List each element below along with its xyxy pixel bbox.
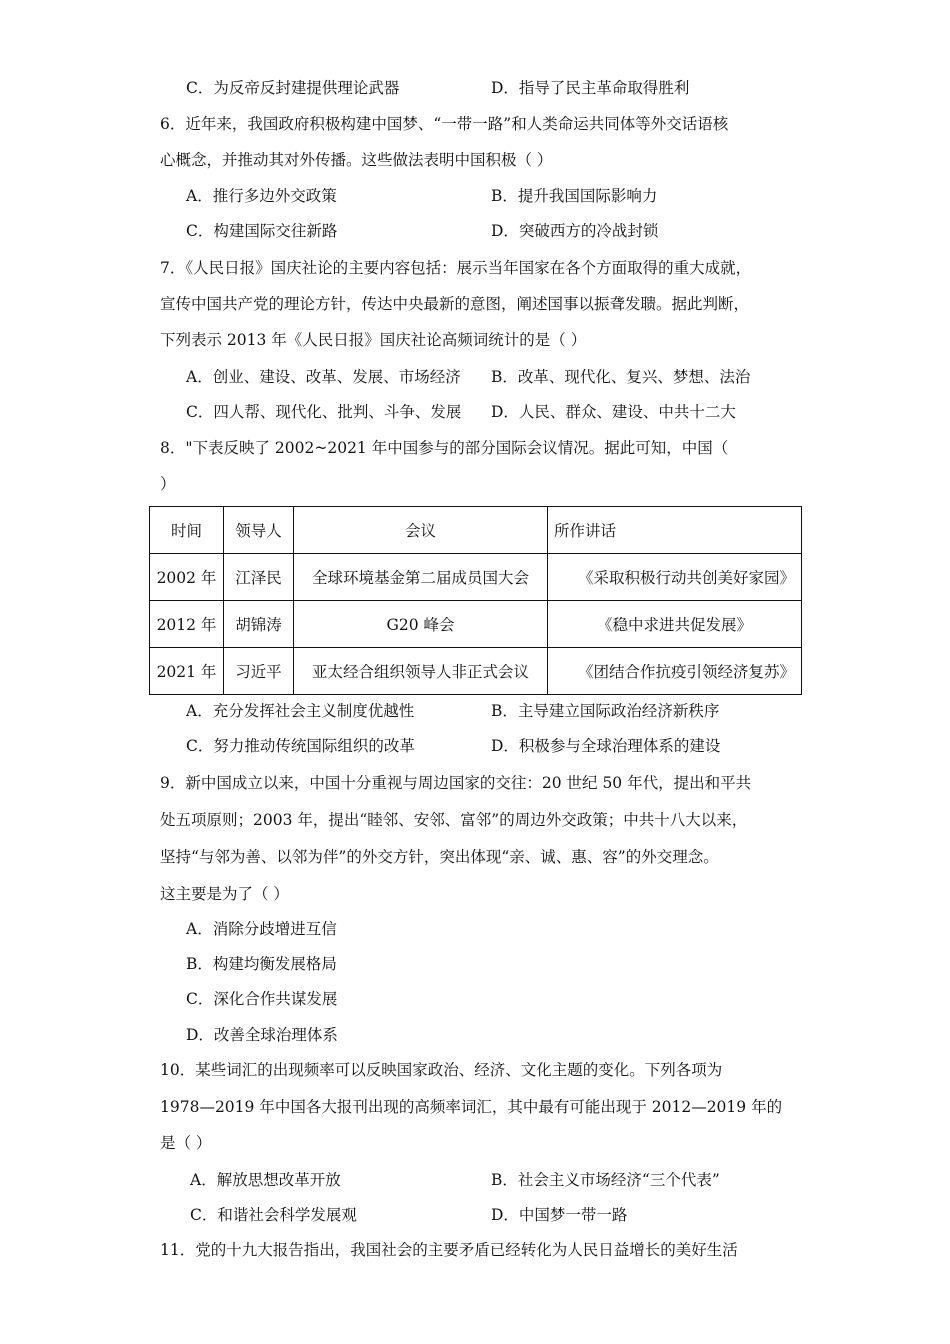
q9-option-c: C．深化合作共谋发展	[186, 990, 338, 1008]
q8-option-c: C．努力推动传统国际组织的改革	[186, 737, 415, 755]
table-header-speech: 所作讲话	[548, 507, 802, 554]
q9-stem-line-2: 处五项原则；2003 年，提出“睦邻、安邻、富邻”的周边外交政策；中共十八大以来，	[160, 811, 748, 829]
q5-option-d: D．指导了民主革命取得胜利	[491, 79, 690, 97]
table-header-row	[150, 507, 802, 554]
q7-option-b: B．改革、现代化、复兴、梦想、法治	[491, 368, 751, 386]
q9-stem-line-4: 这主要是为了（ ）	[160, 885, 289, 903]
q8-option-a: A．充分发挥社会主义制度优越性	[186, 702, 415, 720]
q10-stem-line-1: 10．某些词汇的出现频率可以反映国家政治、经济、文化主题的变化。下列各项为	[160, 1061, 723, 1079]
q8-option-d: D．积极参与全球治理体系的建设	[491, 737, 721, 755]
table-cell-meeting: 全球环境基金第二届成员国大会	[294, 554, 548, 601]
table-cell-time: 2002 年	[150, 554, 224, 601]
table-row	[150, 554, 802, 601]
q10-option-b: B．社会主义市场经济“三个代表”	[491, 1171, 720, 1189]
table-cell-meeting: G20 峰会	[294, 601, 548, 648]
table-header-time: 时间	[150, 507, 224, 554]
q9-stem-line-3: 坚持“与邻为善、以邻为伴”的外交方针，突出体现“亲、诚、惠、容”的外交理念。	[160, 848, 719, 866]
q10-option-c: C．和谐社会科学发展观	[190, 1206, 357, 1224]
q8-conference-table	[149, 506, 802, 695]
q7-stem-line-1: 7．《人民日报》国庆社论的主要内容包括：展示当年国家在各个方面取得的重大成就，	[160, 259, 752, 277]
q8-stem-line-1: 8．"下表反映了 2002~2021 年中国参与的部分国际会议情况。据此可知，中国（	[160, 439, 729, 457]
q6-option-d: D．突破西方的冷战封锁	[491, 222, 659, 240]
table-header-meeting: 会议	[294, 507, 548, 554]
q8-stem-line-2: ）	[160, 475, 176, 493]
table-cell-leader: 习近平	[224, 648, 294, 695]
q9-option-a: A．消除分歧增进互信	[186, 920, 337, 938]
q6-option-a: A．推行多边外交政策	[186, 187, 337, 205]
table-cell-speech: 《稳中求进共促发展》	[548, 601, 802, 648]
q10-stem-line-3: 是（ ）	[160, 1134, 212, 1152]
table-cell-meeting: 亚太经合组织领导人非正式会议	[294, 648, 548, 695]
q6-option-b: B．提升我国国际影响力	[491, 187, 658, 205]
table-header-leader: 领导人	[224, 507, 294, 554]
q7-option-a: A．创业、建设、改革、发展、市场经济	[186, 368, 461, 386]
q5-option-c: C．为反帝反封建提供理论武器	[186, 79, 400, 97]
q10-stem-line-2: 1978—2019 年中国各大报刊出现的高频率词汇，其中最有可能出现于 2012—2019 年的	[160, 1098, 783, 1116]
q7-stem-line-3: 下列表示 2013 年《人民日报》国庆社论高频词统计的是（ ）	[160, 331, 587, 349]
table-cell-speech: 《团结合作抗疫引领经济复苏》	[548, 648, 802, 695]
q6-stem-line-2: 心概念，并推动其对外传播。这些做法表明中国积极（ ）	[160, 151, 553, 169]
q6-stem-line-1: 6．近年来，我国政府积极构建中国梦、“一带一路”和人类命运共同体等外交话语核	[160, 115, 729, 133]
table-cell-leader: 江泽民	[224, 554, 294, 601]
q11-stem-line-1: 11．党的十九大报告指出，我国社会的主要矛盾已经转化为人民日益增长的美好生活	[160, 1241, 738, 1259]
q9-option-b: B．构建均衡发展格局	[186, 955, 337, 973]
table-cell-speech: 《采取积极行动共创美好家园》	[548, 554, 802, 601]
q10-option-d: D．中国梦一带一路	[491, 1206, 628, 1224]
q9-stem-line-1: 9．新中国成立以来，中国十分重视与周边国家的交往：20 世纪 50 年代，提出和平共	[160, 774, 752, 792]
q7-option-c: C．四人帮、现代化、批判、斗争、发展	[186, 403, 462, 421]
table-cell-leader: 胡锦涛	[224, 601, 294, 648]
table-row	[150, 601, 802, 648]
q9-option-d: D．改善全球治理体系	[186, 1026, 338, 1044]
q10-option-a: A．解放思想改革开放	[190, 1171, 341, 1189]
q7-option-d: D．人民、群众、建设、中共十二大	[491, 403, 736, 421]
table-cell-time: 2012 年	[150, 601, 224, 648]
table-cell-time: 2021 年	[150, 648, 224, 695]
table-row	[150, 648, 802, 695]
q8-option-b: B．主导建立国际政治经济新秩序	[491, 702, 720, 720]
q7-stem-line-2: 宣传中国共产党的理论方针，传达中央最新的意图，阐述国事以振聋发聩。据此判断，	[160, 295, 750, 313]
q6-option-c: C．构建国际交往新路	[186, 222, 338, 240]
